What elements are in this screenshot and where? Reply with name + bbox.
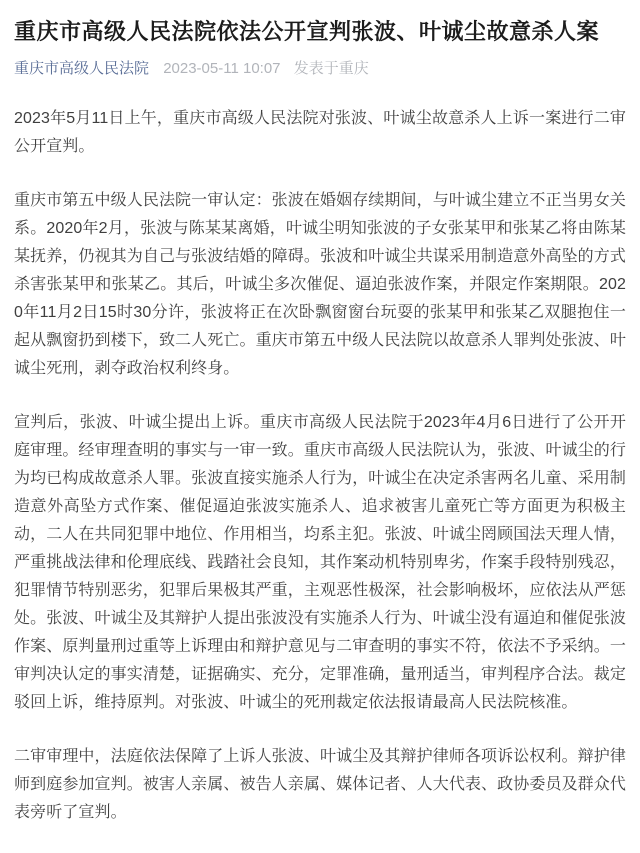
publish-timestamp: 2023-05-11 10:07 bbox=[163, 60, 281, 77]
article-body bbox=[14, 105, 626, 827]
account-name-link[interactable]: 重庆市高级人民法院 bbox=[14, 60, 150, 77]
article-paragraph-1: 2023年5月11日上午，重庆市高级人民法院对张波、叶诚尘故意杀人上诉一案进行二审公开宣判。 bbox=[14, 110, 626, 155]
article-title: 重庆市高级人民法院依法公开宣判张波、叶诚尘故意杀人案 bbox=[14, 19, 600, 44]
article-paragraph-3: 宣判后，张波、叶诚尘提出上诉。重庆市高级人民法院于2023年4月6日进行了公开开庭审理。经审理查明的事实与一审一致。重庆市高级人民法院认为，张波、叶诚尘的行为均已构成故意杀人罪。张波直接实施杀人行为，叶诚尘在决定杀害两名儿童、采用制造意外高坠方式作案、催促逼迫张波实施杀人、追求被害儿童死亡等方面更为积极主动，二人在共同犯罪中地位、作用相当，均系主犯。张波、叶诚尘罔顾国法天理人情，严重挑战法律和伦理底线、践踏社会良知，其作案动机特别卑劣，作案手段特别残忍，犯罪情节特别恶劣，犯罪后果极其严重，主观恶性极深，社会影响极坏，应依法从严惩处。张波、叶诚尘及其辩护人提出张波没有实施杀人行为、叶诚尘没有逼迫和催促张波作案、原判量刑过重等上诉理由和辩护意见与二审查明的事实不符，依法不予采纳。一审判决认定的事实清楚，证据确实、充分，定罪准确，量刑适当，审判程序合法。裁定驳回上诉，维持原判。对张波、叶诚尘的死刑裁定依法报请最高人民法院核准。 bbox=[14, 414, 626, 711]
article-paragraph-4: 二审审理中，法庭依法保障了上诉人张波、叶诚尘及其辩护律师各项诉讼权利。辩护律师到庭参加宣判。被害人亲属、被告人亲属、媒体记者、人大代表、政协委员及群众代表旁听了宣判。 bbox=[14, 748, 626, 821]
article-paragraph-2: 重庆市第五中级人民法院一审认定：张波在婚姻存续期间，与叶诚尘建立不正当男女关系。2020年2月，张波与陈某某离婚，叶诚尘明知张波的子女张某甲和张某乙将由陈某某抚养，仍视其为自己与张波结婚的障碍。张波和叶诚尘共谋采用制造意外高坠的方式杀害张某甲和张某乙。其后，叶诚尘多次催促、逼迫张波作案，并限定作案期限。2020年11月2日15时30分许，张波将正在次卧飘窗窗台玩耍的张某甲和张某乙双腿抱住一起从飘窗扔到楼下，致二人死亡。重庆市第五中级人民法院以故意杀人罪判处张波、叶诚尘死刑，剥夺政治权利终身。 bbox=[14, 192, 626, 377]
article-meta-row bbox=[14, 58, 626, 79]
publish-location: 发表于重庆 bbox=[293, 60, 369, 77]
